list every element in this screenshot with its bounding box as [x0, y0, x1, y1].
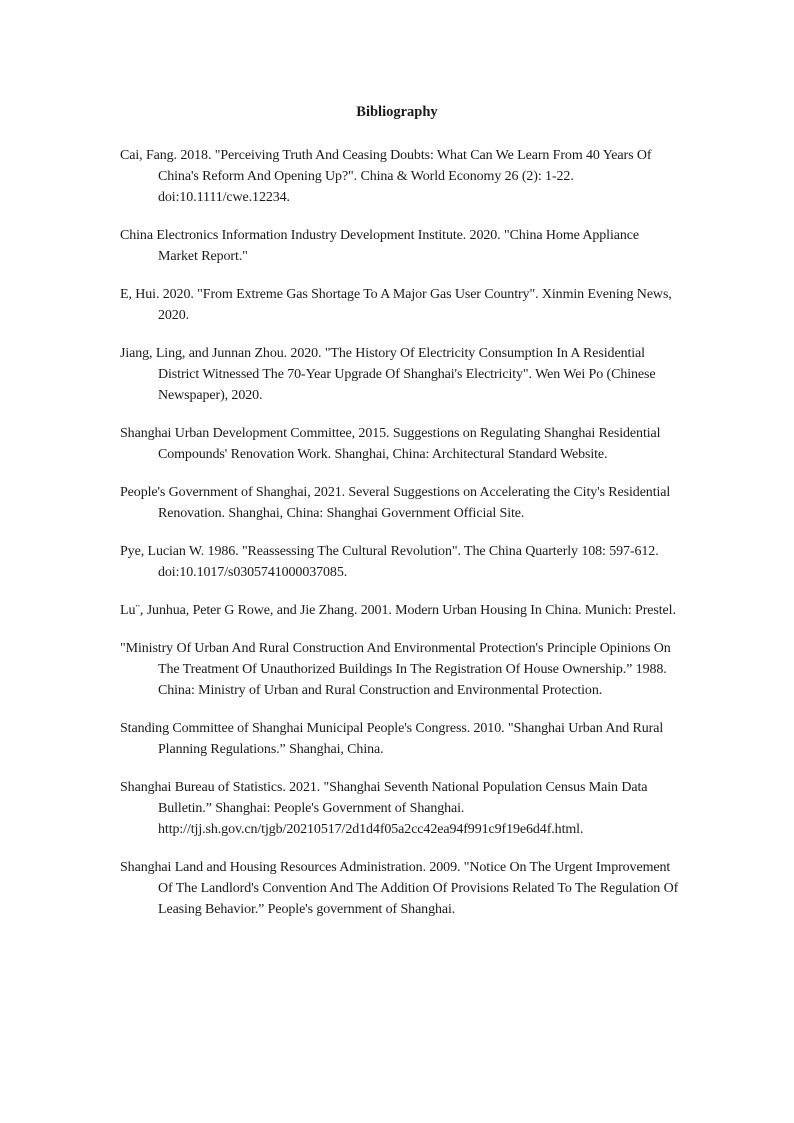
bibliography-entry-land-housing: Shanghai Land and Housing Resources Administration. 2009. "Notice On The Urgent Improvement Of The Landlord's Convention And The Addition Of Provisions Related To The Regulation Of Leasing Behavior.” People's government of Shanghai. [120, 860, 679, 917]
bibliography-list [120, 145, 680, 937]
bibliography-entry-china-electronics: China Electronics Information Industry Development Institute. 2020. "China Home Appliance Market Report." [120, 228, 639, 264]
bibliography-entry-standing-committee: Standing Committee of Shanghai Municipal People's Congress. 2010. "Shanghai Urban And Rural Planning Regulations.” Shanghai, China. [120, 721, 664, 757]
bibliography-entry-peoples-government: People's Government of Shanghai, 2021. Several Suggestions on Accelerating the City's Residential Renovation. Shanghai, China: Shanghai Government Official Site. [120, 485, 671, 521]
bibliography-entry-ministry: "Ministry Of Urban And Rural Construction And Environmental Protection's Principle Opinions On The Treatment Of Unauthorized Buildings In The Registration Of House Ownership.” 1988. China: Ministry of Urban and Rural Construction and Environmental Protection. [120, 641, 671, 698]
bibliography-entry-pye: Pye, Lucian W. 1986. "Reassessing The Cultural Revolution". The China Quarterly 108: 597-612. doi:10.1017/s0305741000037085. [120, 544, 659, 580]
bibliography-entry-lu: Lu¨, Junhua, Peter G Rowe, and Jie Zhang. 2001. Modern Urban Housing In China. Munich: Prestel. [120, 603, 676, 618]
bibliography-entry-jiang-zhou: Jiang, Ling, and Junnan Zhou. 2020. "The History Of Electricity Consumption In A Residential District Witnessed The 70-Year Upgrade Of Shanghai's Electricity". Wen Wei Po (Chinese Newspaper), 2020. [120, 346, 656, 403]
bibliography-entry-urban-development-committee: Shanghai Urban Development Committee, 2015. Suggestions on Regulating Shanghai Residential Compounds' Renovation Work. Shanghai, China: Architectural Standard Website. [120, 426, 661, 462]
bibliography-entry-e-hui: E, Hui. 2020. "From Extreme Gas Shortage To A Major Gas User Country". Xinmin Evening News, 2020. [120, 287, 672, 323]
bibliography-entry-cai: Cai, Fang. 2018. "Perceiving Truth And Ceasing Doubts: What Can We Learn From 40 Years Of China's Reform And Opening Up?". China & World Economy 26 (2): 1-22. doi:10.1111/cwe.12234. [120, 148, 652, 205]
page-title: Bibliography [356, 104, 438, 120]
bibliography-entry-bureau-of-statistics: Shanghai Bureau of Statistics. 2021. "Shanghai Seventh National Population Census Main Data Bulletin.” Shanghai: People's Government of Shanghai. http://tjj.sh.gov.cn/tjgb/20210517/2d1d4f05a2cc42ea94f991c9f19e6d4f.html. [120, 780, 648, 837]
